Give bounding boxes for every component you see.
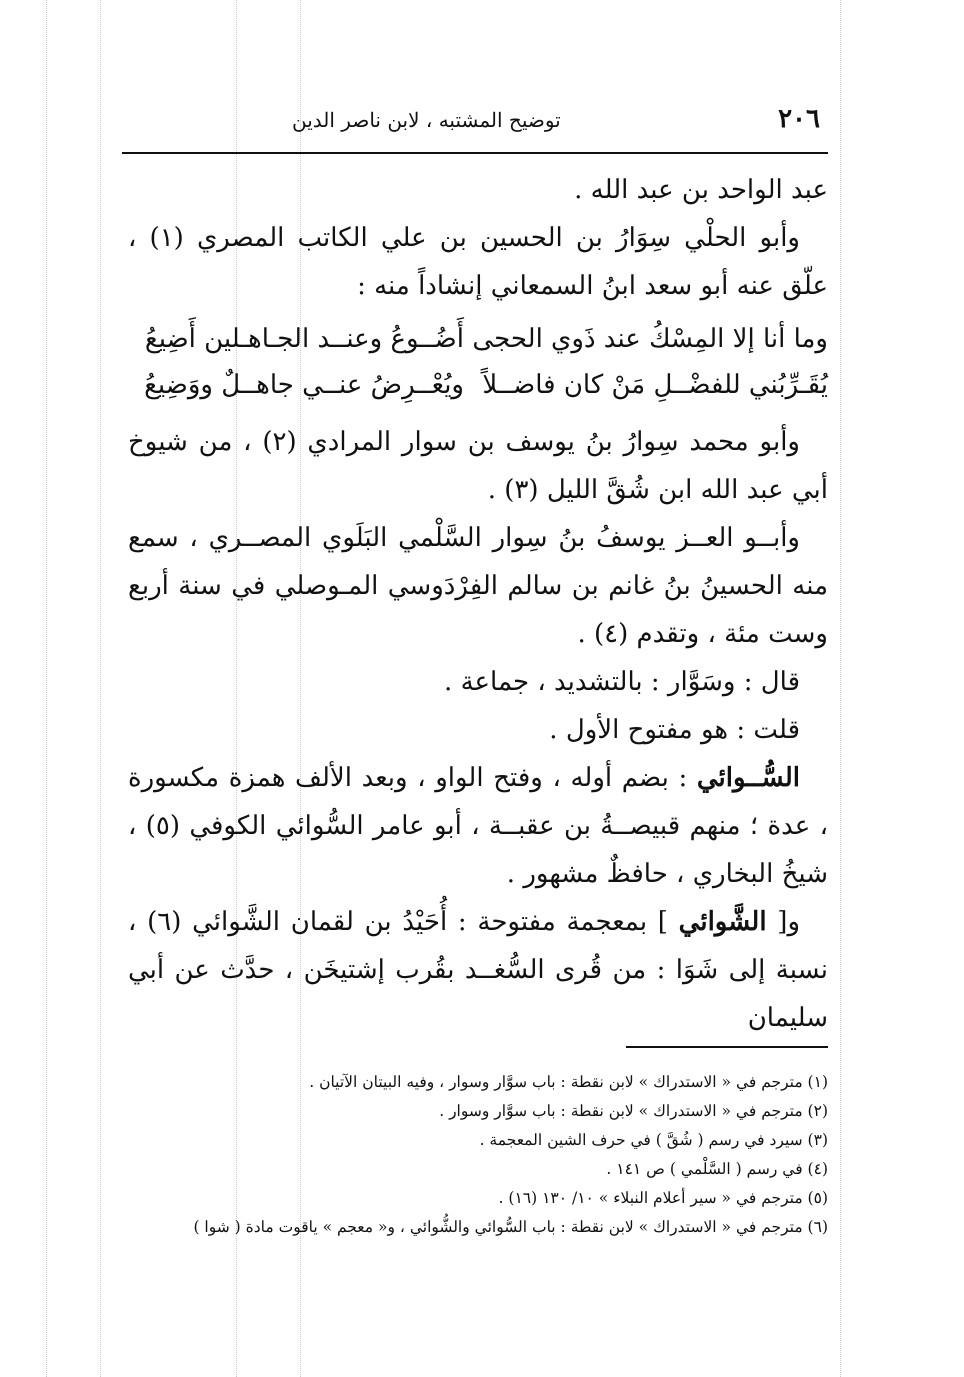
paragraph-3: وأبو محمد سِوارُ بنُ يوسف بن سوار المرادي (٢) ، من شيوخ أبي عبد الله ابن شُقَّ الليل (٣) . bbox=[128, 427, 828, 505]
paragraph-2: وأبو الحلْي سِوَارُ بن الحسين بن علي الكاتب المصري (١) ، علّق عنه أبو سعد ابنُ السمعاني إنشاداً منه : bbox=[128, 223, 828, 301]
verse-2-second-half: ويُعْــرِضُ عنــي جاهــلٌ ووَضِيعُ bbox=[144, 370, 464, 400]
running-title: توضيح المشتبه ، لابن ناصر الدين bbox=[292, 108, 561, 132]
footnote-4: (٤) في رسم ( السَّلْمي ) ص ١٤١ . bbox=[606, 1160, 828, 1178]
entry-term-suwai: السُّــوائي bbox=[696, 763, 800, 793]
verse-1-first-half: وما أنا إلا المِسْكُ عند ذَوي الحجى bbox=[472, 324, 828, 354]
footnote-1: (١) مترجم في « الاستدراك » لابن نقطة : باب سوَّار وسوار ، وفيه البيتان الآتيان . bbox=[309, 1073, 828, 1091]
poem bbox=[128, 316, 828, 408]
footnote-3: (٣) سيرد في رسم ( شُقَّ ) في حرف الشين المعجمة . bbox=[479, 1131, 828, 1149]
paragraph-6: قلت : هو مفتوح الأول . bbox=[549, 715, 800, 745]
paragraph-5: قال : وسَوَّار : بالتشديد ، جماعة . bbox=[444, 667, 800, 697]
scan-artifact bbox=[100, 0, 101, 1377]
footnotes bbox=[140, 1068, 828, 1242]
footnote-5: (٥) مترجم في « سير أعلام النبلاء » ١٠/ ١٣٠ (١٦) . bbox=[498, 1189, 828, 1207]
footnote-rule bbox=[626, 1046, 828, 1048]
paragraph-7 bbox=[128, 754, 828, 898]
page-header bbox=[122, 100, 828, 140]
verse-2 bbox=[128, 362, 828, 408]
footnote-2: (٢) مترجم في « الاستدراك » لابن نقطة : باب سوَّار وسوار . bbox=[439, 1102, 828, 1120]
paragraph-8-text: ] بمعجمة مفتوحة : أُحَيْدُ بن لقمان الشَّوائي (٦) ، نسبة إلى شَوَا : من قُرى السُّغــد بقُرب إشتيخَن ، حدَّث عن أبي سليمان bbox=[128, 907, 828, 1033]
main-text bbox=[128, 166, 828, 1042]
header-rule bbox=[122, 152, 828, 154]
paragraph-7-text: : بضم أوله ، وفتح الواو ، وبعد الألف همزة مكسورة ، عدة ؛ منهم قبيصــةُ بن عقبــة ، أبو عامر السُّوائي الكوفي (٥) ، شيخُ البخاري ، حافظٌ مشهور . bbox=[128, 763, 828, 889]
scan-artifact bbox=[840, 0, 841, 1377]
bracket-prefix: و[ bbox=[766, 907, 801, 937]
paragraph-8 bbox=[128, 898, 828, 1042]
scan-artifact bbox=[46, 0, 47, 1377]
entry-term-shawai: الشَّوائي bbox=[678, 907, 767, 937]
verse-2-first-half: يُقَـرِّبُني للفضْــلِ مَنْ كان فاضــلاً bbox=[482, 370, 828, 400]
paragraph-1: عبد الواحد بن عبد الله . bbox=[574, 175, 828, 205]
verse-1 bbox=[128, 316, 828, 362]
footnote-6: (٦) مترجم في « الاستدراك » لابن نقطة : باب السُّوائي والشُّوائي ، و« معجم » ياقوت مادة ( شوا ) bbox=[193, 1218, 828, 1236]
paragraph-4: وأبــو العــز يوسفُ بنُ سِوار السَّلْمي البَلَوي المصــري ، سمع منه الحسينُ بنُ غانم بن سالم الفِرْدَوسي المـوصلي في سنة أربع وست مئة ، وتقدم (٤) . bbox=[128, 523, 828, 649]
verse-1-second-half: أَضُــوعُ وعنــد الجـاهـلين أَضِيعُ bbox=[144, 324, 464, 354]
page-number: ٢٠٦ bbox=[778, 104, 820, 134]
